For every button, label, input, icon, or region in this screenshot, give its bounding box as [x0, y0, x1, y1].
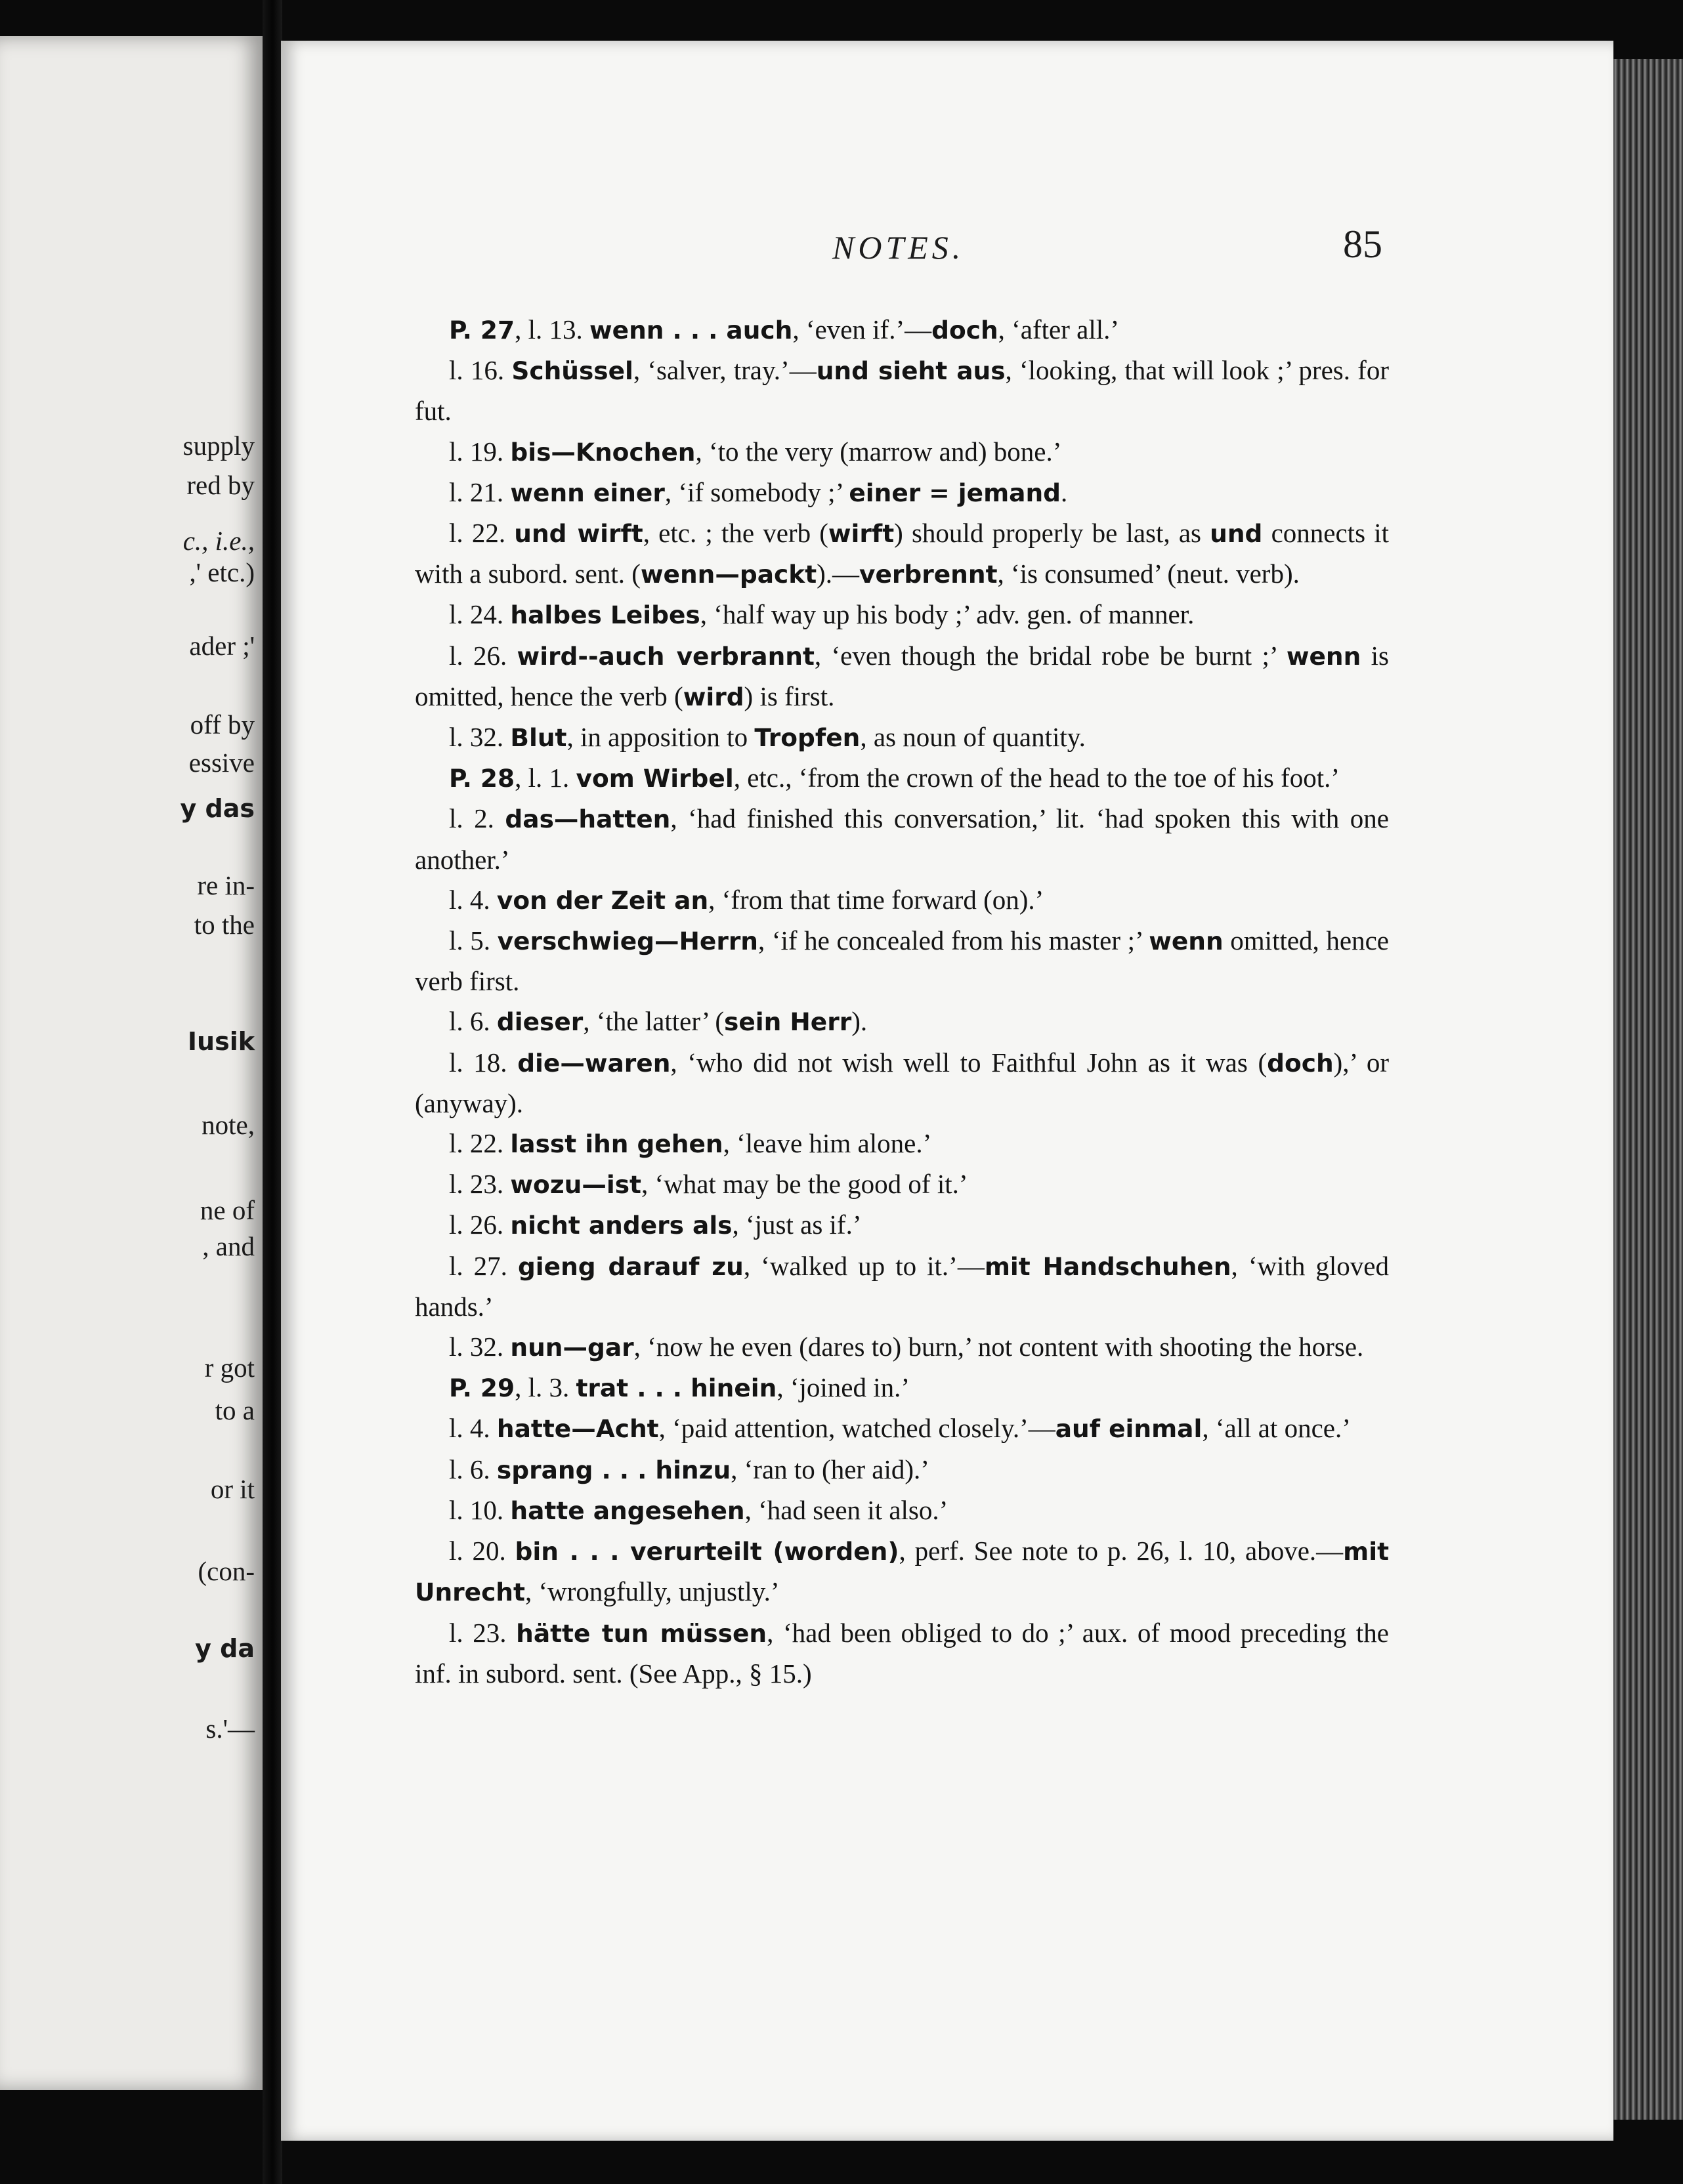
- german-term: vom Wirbel: [576, 764, 734, 793]
- left-page-line: (con-: [198, 1556, 255, 1586]
- note-entry: [415, 350, 1389, 431]
- german-term: wozu—ist: [510, 1170, 641, 1200]
- gloss-text: , l. 1.: [515, 763, 576, 793]
- left-page-line: essive: [188, 747, 255, 778]
- gloss-text: l. 19.: [449, 436, 511, 467]
- german-term: nun—gar: [510, 1333, 634, 1362]
- gloss-text: l. 4.: [449, 1413, 497, 1444]
- gloss-text: ).—: [817, 558, 860, 589]
- gloss-text: l. 20.: [449, 1536, 515, 1566]
- left-page-line: ,' etc.): [189, 557, 255, 587]
- german-term: hätte tun müssen: [516, 1618, 767, 1648]
- gloss-text: , ‘the latter’ (: [583, 1006, 725, 1037]
- german-term: verschwieg—Herrn: [497, 927, 759, 956]
- note-entry: [415, 1490, 1389, 1531]
- gloss-text: , etc. ; the verb (: [643, 518, 828, 549]
- german-term: bis—Knochen: [510, 437, 696, 467]
- gloss-text: , ‘paid attention, watched closely.’—: [658, 1413, 1055, 1444]
- note-entry: [415, 717, 1389, 758]
- german-term: und wirft: [514, 519, 643, 549]
- note-entry: [415, 310, 1389, 350]
- note-entry: [415, 472, 1389, 513]
- german-term: mit Handschuhen: [984, 1251, 1231, 1281]
- page-ref: P. 28: [449, 764, 515, 793]
- german-term: dieser: [496, 1007, 584, 1037]
- gloss-text: , l. 13.: [515, 314, 589, 345]
- gloss-text: l. 26.: [449, 1209, 511, 1240]
- german-term: mit Unrecht: [415, 1537, 1390, 1607]
- german-term: die—waren: [517, 1048, 671, 1078]
- gloss-text: , etc., ‘from the crown of the head to the toe of his foot.’: [733, 763, 1340, 793]
- gloss-text: omitted, hence verb first.: [415, 925, 1389, 997]
- note-entry: [415, 1531, 1389, 1612]
- gloss-text: , as noun of quantity.: [860, 722, 1086, 753]
- left-page-line: supply: [182, 430, 255, 461]
- german-term: das—hatten: [505, 805, 671, 834]
- left-page-line: ne of: [200, 1195, 255, 1225]
- gloss-text: , ‘walked up to it.’—: [743, 1250, 985, 1281]
- gloss-text: ).: [851, 1006, 868, 1037]
- gloss-text: , ‘all at once.’: [1202, 1413, 1351, 1444]
- gloss-text: l. 5.: [449, 925, 498, 956]
- gloss-text: , l. 3.: [515, 1372, 576, 1403]
- gloss-text: , ‘had been obliged to do ;’ aux. of mood preceding the inf. in subord. sent. (See App., § 15.): [415, 1617, 1389, 1689]
- left-page-line: y da: [195, 1634, 255, 1663]
- note-entry: [415, 1327, 1389, 1368]
- gloss-text: , ‘if he concealed from his master ;’: [758, 925, 1149, 956]
- gloss-text: l. 27.: [449, 1250, 518, 1281]
- note-entry: [415, 1124, 1389, 1164]
- gloss-text: , ‘after all.’: [998, 314, 1120, 345]
- running-head: NOTES.: [832, 229, 965, 266]
- note-entry: [415, 799, 1389, 879]
- gloss-text: l. 22.: [449, 1128, 511, 1159]
- page-ref: P. 29: [449, 1374, 515, 1403]
- gloss-text: , perf. See note to p. 26, l. 10, above.—: [899, 1536, 1344, 1566]
- german-term: auf einmal: [1055, 1414, 1203, 1444]
- german-term: wenn . . . auch: [589, 316, 793, 345]
- gloss-text: l. 16.: [449, 355, 512, 386]
- book-gutter: [263, 0, 282, 2184]
- german-term: hatte angesehen: [510, 1496, 745, 1525]
- german-term: Tropfen: [754, 723, 861, 753]
- left-page-line: s.'—: [205, 1713, 255, 1744]
- german-term: sein Herr: [724, 1007, 852, 1037]
- german-term: wenn—packt: [640, 560, 817, 589]
- gloss-text: , ‘leave him alone.’: [723, 1128, 932, 1159]
- gloss-text: l. 32.: [449, 722, 511, 753]
- gloss-text: l. 22.: [449, 518, 515, 549]
- gloss-text: l. 21.: [449, 476, 511, 507]
- gloss-text: ) should properly be last, as: [894, 518, 1210, 549]
- notes-body: [415, 310, 1389, 1694]
- gloss-text: l. 26.: [449, 640, 517, 671]
- german-term: Blut: [510, 723, 567, 753]
- left-page-line: r got: [204, 1353, 255, 1383]
- gloss-text: , in apposition to: [566, 722, 755, 753]
- gloss-text: ),’ or (anyway).: [415, 1047, 1389, 1118]
- gloss-text: is omitted, hence the verb (: [415, 640, 1389, 711]
- gloss-text: l. 10.: [449, 1494, 511, 1525]
- german-term: verbrennt: [859, 560, 998, 589]
- gloss-text: , ‘even if.’—: [792, 314, 932, 345]
- gloss-text: , ‘even though the bridal robe be burnt ;’: [814, 640, 1287, 671]
- gloss-text: , ‘looking, that will look ;’ pres. for fut.: [415, 355, 1389, 427]
- facing-page-left: [0, 36, 266, 2090]
- german-term: wird: [683, 682, 744, 711]
- gloss-text: l. 32.: [449, 1332, 511, 1362]
- left-page-line: or it: [210, 1474, 255, 1504]
- left-page-line: Iusik: [187, 1027, 255, 1056]
- note-entry: [415, 880, 1389, 921]
- left-page-line: off by: [190, 709, 255, 740]
- gloss-text: l. 23.: [449, 1617, 517, 1648]
- note-entry: [415, 1164, 1389, 1205]
- note-entry: [415, 432, 1389, 472]
- gloss-text: , ‘with gloved hands.’: [415, 1250, 1389, 1322]
- gloss-text: , ‘who did not wish well to Faithful John as it was (: [670, 1047, 1268, 1078]
- german-term: lasst ihn gehen: [510, 1129, 723, 1159]
- left-page-line: to the: [194, 910, 255, 940]
- note-entry: [415, 921, 1389, 1001]
- left-page-line: , and: [202, 1231, 255, 1261]
- german-term: gieng darauf zu: [517, 1251, 744, 1281]
- note-entry: [415, 1043, 1389, 1124]
- left-page-line: note,: [202, 1110, 255, 1140]
- german-term: und sieht aus: [816, 356, 1006, 386]
- gloss-text: , ‘just as if.’: [732, 1209, 862, 1240]
- page-number: 85: [1343, 222, 1382, 266]
- german-term: hatte—Acht: [496, 1414, 659, 1444]
- left-page-line: red by: [186, 470, 255, 500]
- note-entry: [415, 1001, 1389, 1042]
- german-term: sprang . . . hinzu: [496, 1455, 731, 1484]
- gloss-text: , ‘is consumed’ (neut. verb).: [997, 558, 1300, 589]
- note-entry: [415, 513, 1389, 595]
- gloss-text: , ‘now he even (dares to) burn,’ not content with shooting the horse.: [633, 1332, 1364, 1362]
- gloss-text: , ‘had seen it also.’: [744, 1494, 948, 1525]
- gloss-text: .: [1061, 476, 1068, 507]
- gloss-text: , ‘salver, tray.’—: [633, 355, 817, 386]
- german-term: wenn einer: [510, 478, 665, 507]
- gloss-text: , ‘half way up his body ;’ adv. gen. of manner.: [700, 599, 1195, 630]
- german-term: und: [1210, 519, 1263, 549]
- gloss-text: , ‘joined in.’: [777, 1372, 910, 1403]
- german-term: wirft: [828, 519, 895, 549]
- note-entry: [415, 1368, 1389, 1408]
- german-term: von der Zeit an: [496, 885, 709, 915]
- left-page-line: re in-: [197, 870, 255, 900]
- german-term: doch: [931, 316, 998, 345]
- page-edges: [1613, 59, 1683, 2120]
- gloss-text: l. 18.: [449, 1047, 518, 1078]
- gloss-text: l. 23.: [449, 1169, 511, 1200]
- note-entry: [415, 1205, 1389, 1246]
- german-term: bin . . . verurteilt (worden): [515, 1537, 899, 1566]
- left-page-line: c., i.e.,: [182, 526, 255, 556]
- note-entry: [415, 1613, 1389, 1694]
- gloss-text: , ‘ran to (her aid).’: [731, 1454, 929, 1484]
- gloss-text: l. 2.: [449, 803, 505, 834]
- german-term: nicht anders als: [510, 1211, 733, 1240]
- german-term: wird--auch verbrannt: [517, 641, 815, 671]
- gloss-text: , ‘from that time forward (on).’: [708, 884, 1044, 915]
- left-page-line: ader ;': [189, 631, 255, 661]
- gloss-text: ) is first.: [744, 681, 835, 711]
- gloss-text: l. 24.: [449, 599, 511, 630]
- german-term: Schüssel: [511, 356, 633, 386]
- note-entry: [415, 595, 1389, 635]
- left-page-line: y das: [180, 794, 255, 823]
- left-page-line: to a: [215, 1395, 255, 1425]
- gloss-text: connects it with a subord. sent. (: [415, 518, 1389, 589]
- note-entry: [415, 1450, 1389, 1490]
- note-entry: [415, 1408, 1389, 1449]
- note-entry: [415, 758, 1389, 799]
- gloss-text: l. 6.: [449, 1454, 497, 1484]
- german-term: doch: [1267, 1048, 1334, 1078]
- gloss-text: , ‘if somebody ;’: [664, 476, 849, 507]
- gloss-text: , ‘wrongfully, unjustly.’: [524, 1576, 780, 1607]
- gloss-text: , ‘had finished this conversation,’ lit. ‘had spoken this with one another.’: [415, 803, 1389, 875]
- gloss-text: l. 4.: [449, 884, 497, 915]
- page-ref: P. 27: [449, 316, 515, 345]
- german-term: einer = jemand: [849, 478, 1061, 507]
- german-term: wenn: [1149, 927, 1224, 956]
- gloss-text: l. 6.: [449, 1006, 497, 1037]
- note-entry: [415, 636, 1389, 717]
- gloss-text: , ‘what may be the good of it.’: [641, 1169, 968, 1200]
- gloss-text: , ‘to the very (marrow and) bone.’: [695, 436, 1062, 467]
- german-term: halbes Leibes: [510, 600, 700, 630]
- note-entry: [415, 1246, 1389, 1327]
- german-term: wenn: [1286, 641, 1361, 671]
- german-term: trat . . . hinein: [576, 1374, 777, 1403]
